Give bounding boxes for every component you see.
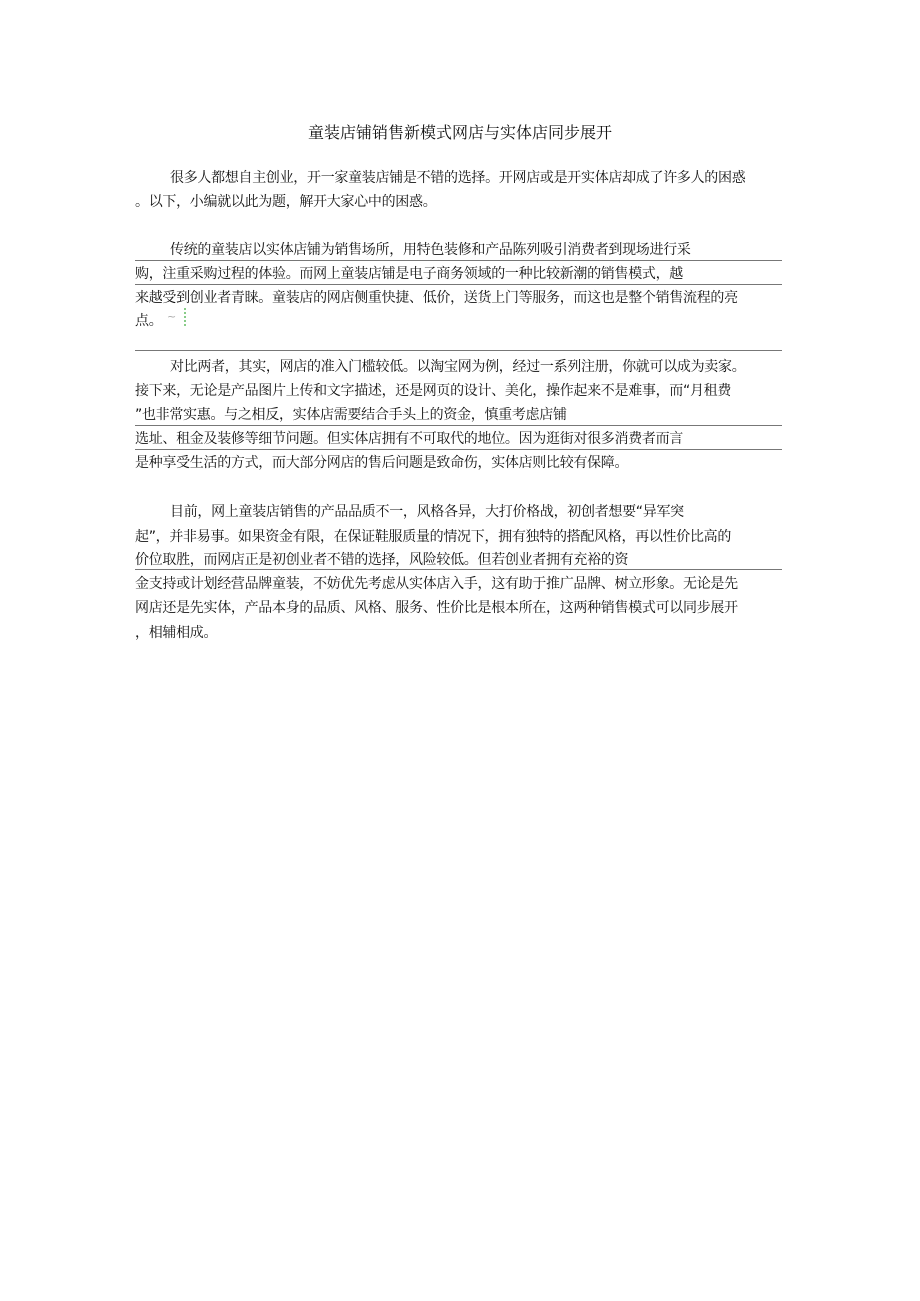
paragraph-line: 网店还是先实体，产品本身的品质、风格、服务、性价比是根本所在，这两种销售模式可以同步展开 [135, 600, 738, 616]
document-title: 童装店铺销售新模式网店与实体店同步展开 [307, 123, 612, 142]
paragraph-line: 金支持或计划经营品牌童装，不妨优先考虑从实体店入手，这有助于推广品牌、树立形象。无论是先 [135, 576, 738, 592]
paragraph-line: 对比两者，其实，网店的准入门槛较低。以淘宝网为例，经过一系列注册，你就可以成为卖家。 [170, 359, 746, 375]
paragraph-line: 点。 [135, 313, 163, 329]
edit-mark-icon: ~ [167, 310, 177, 323]
divider [135, 350, 782, 351]
paragraph-line: 很多人都想自主创业，开一家童装店铺是不错的选择。开网店或是开实体店却成了许多人的困惑 [170, 170, 746, 186]
paragraph-line: 起”，并非易事。如果资金有限，在保证鞋服质量的情况下，拥有独特的搭配风格，再以性价比高的 [135, 529, 732, 545]
paragraph-line: 购，注重采购过程的体验。而网上童装店铺是电子商务领域的一种比较新潮的销售模式，越 [135, 266, 683, 282]
paragraph-line: 目前，网上童装店销售的产品品质不一，风格各异，大打价格战，初创者想要“异军突 [170, 504, 684, 520]
paragraph-line: 传统的童装店以实体店铺为销售场所，用特色装修和产品陈列吸引消费者到现场进行采 [170, 242, 691, 258]
paragraph-line: 来越受到创业者青睐。童装店的网店侧重快捷、低价，送货上门等服务，而这也是整个销售流程的亮 [135, 290, 738, 306]
divider [135, 569, 782, 570]
cursor-marker-icon [184, 308, 188, 326]
paragraph-line: ，相辅相成。 [135, 625, 218, 641]
paragraph-line: 。以下，小编就以此为题，解开大家心中的困惑。 [135, 194, 437, 210]
paragraph-line: 是种享受生活的方式，而大部分网店的售后问题是致命伤，实体店则比较有保障。 [135, 455, 629, 471]
paragraph-line: 价位取胜，而网店正是初创业者不错的选择，风险较低。但若创业者拥有充裕的资 [135, 552, 629, 568]
divider [135, 260, 782, 261]
paragraph-line: 选址、租金及装修等细节问题。但实体店拥有不可取代的地位。因为逛街对很多消费者而言 [135, 431, 683, 447]
paragraph-line: 接下来，无论是产品图片上传和文字描述，还是网页的设计、美化，操作起来不是难事，而“月租费 [135, 383, 732, 399]
paragraph-line: ”也非常实惠。与之相反，实体店需要结合手头上的资金，慎重考虑店铺 [135, 407, 567, 423]
divider [135, 425, 782, 426]
divider [135, 284, 782, 285]
divider [135, 449, 782, 450]
